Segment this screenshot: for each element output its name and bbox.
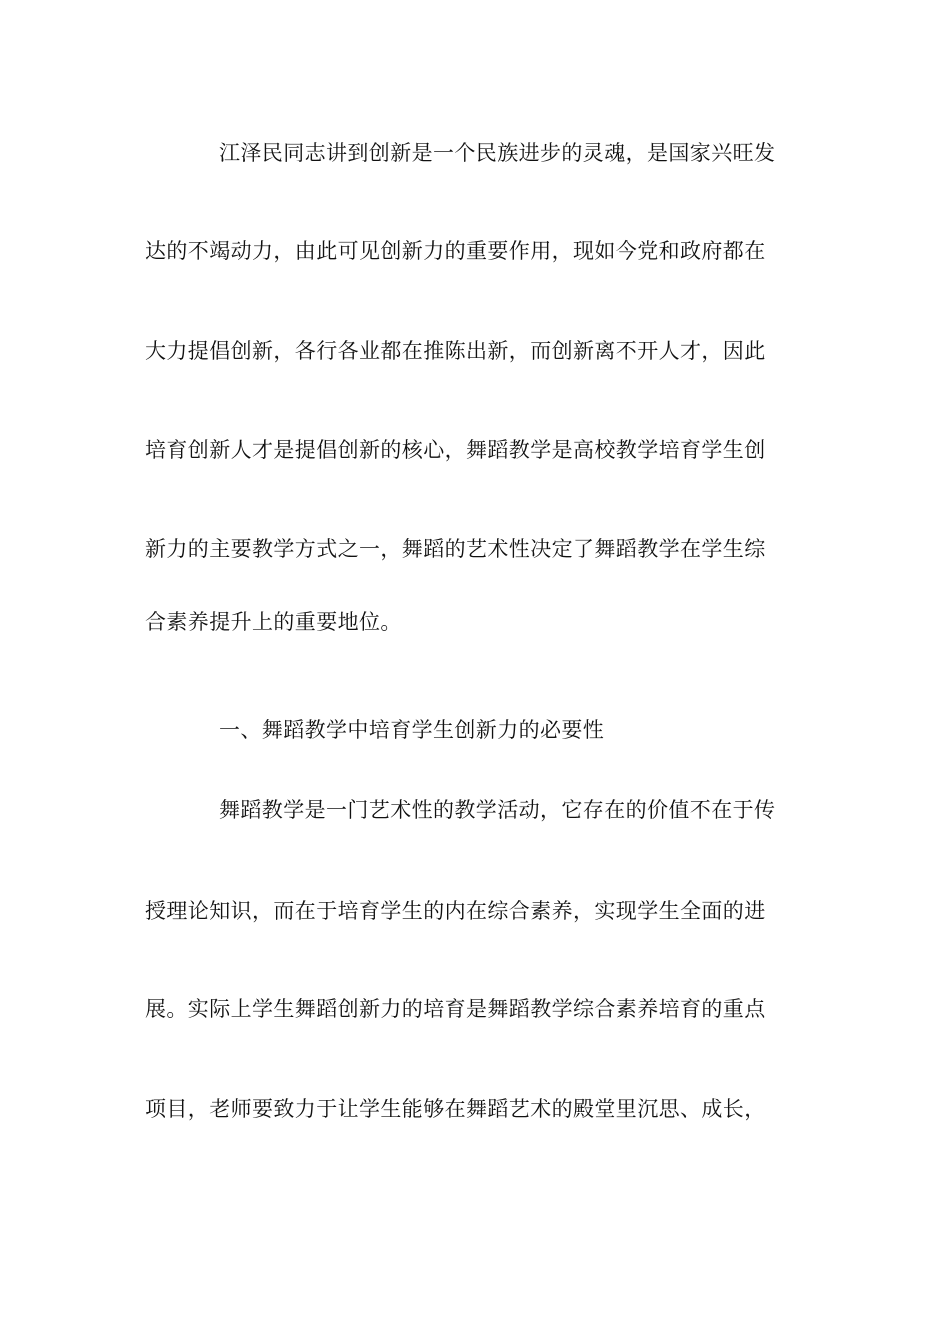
paragraph-1-line-5: 新力的主要教学方式之一，舞蹈的艺术性决定了舞蹈教学在学生综: [145, 537, 766, 561]
paragraph-2-line-4: 项目，老师要致力于让学生能够在舞蹈艺术的殿堂里沉思、成长，: [145, 1097, 766, 1121]
paragraph-1-line-6: 合素养提升上的重要地位。: [145, 610, 402, 634]
paragraph-2-line-1: 舞蹈教学是一门艺术性的教学活动，它存在的价值不在于传: [219, 798, 776, 822]
paragraph-1-line-3: 大力提倡创新，各行各业都在推陈出新，而创新离不开人才，因此: [145, 339, 766, 363]
paragraph-2-line-2: 授理论知识，而在于培育学生的内在综合素养，实现学生全面的进: [145, 899, 766, 923]
paragraph-2-line-3: 展。实际上学生舞蹈创新力的培育是舞蹈教学综合素养培育的重点: [145, 997, 766, 1021]
section-heading: 一、舞蹈教学中培育学生创新力的必要性: [219, 718, 605, 742]
paragraph-1-line-1: 江泽民同志讲到创新是一个民族进步的灵魂，是国家兴旺发: [219, 141, 776, 165]
paragraph-1-line-2: 达的不竭动力，由此可见创新力的重要作用，现如今党和政府都在: [145, 239, 766, 263]
paragraph-1-line-4: 培育创新人才是提倡创新的核心，舞蹈教学是高校教学培育学生创: [145, 438, 766, 462]
